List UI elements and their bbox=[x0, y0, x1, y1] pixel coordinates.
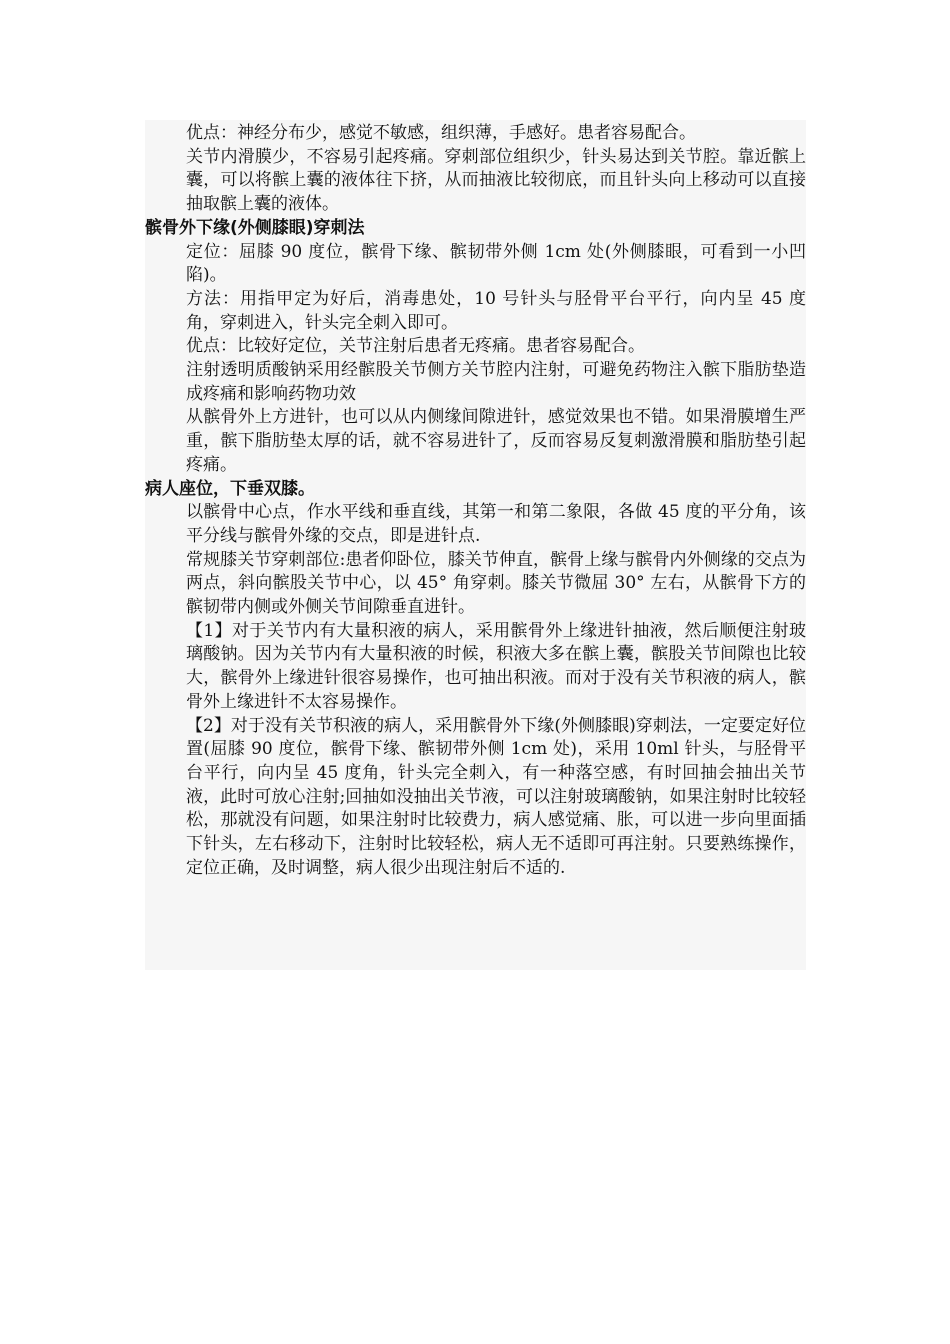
body-paragraph: 关节内滑膜少，不容易引起疼痛。穿刺部位组织少，针头易达到关节腔。靠近髌上囊，可以将髌上囊的液体往下挤，从而抽液比较彻底，而且针头向上移动可以直接抽取髌上囊的液体。 bbox=[186, 146, 806, 215]
body-paragraph: 方法：用指甲定为好后，消毒患处，10 号针头与胫骨平台平行，向内呈 45 度角，穿刺进入，针头完全刺入即可。 bbox=[186, 288, 806, 333]
body-paragraph: 以髌骨中心点，作水平线和垂直线，其第一和第二象限，各做 45 度的平分角，该平分线与髌骨外缘的交点，即是进针点. bbox=[186, 502, 806, 546]
body-paragraph: 常规膝关节穿刺部位:患者仰卧位，膝关节伸直，髌骨上缘与髌骨内外侧缘的交点为两点，斜向髌股关节中心，以 45° 角穿刺。膝关节微屈 30° 左右，从髌骨下方的髌韧带内侧或外侧关节间隙垂直进针。 bbox=[186, 549, 806, 618]
body-paragraph: 定位：屈膝 90 度位，髌骨下缘、髌韧带外侧 1cm 处(外侧膝眼，可看到一小凹陷)。 bbox=[186, 241, 806, 286]
body-paragraph: 注射透明质酸钠采用经髌股关节侧方关节腔内注射，可避免药物注入髌下脂肪垫造成疼痛和影响药物功效 bbox=[186, 360, 806, 404]
body-paragraph: 从髌骨外上方进针，也可以从内侧缘间隙进针，感觉效果也不错。如果滑膜增生严重，髌下脂肪垫太厚的话，就不容易进针了，反而容易反复刺激滑膜和脂肪垫引起疼痛。 bbox=[186, 407, 806, 475]
section-heading: 髌骨外下缘(外侧膝眼)穿刺法 bbox=[145, 217, 365, 238]
body-paragraph: 优点：比较好定位，关节注射后患者无疼痛。患者容易配合。 bbox=[186, 336, 645, 357]
body-paragraph: 【2】对于没有关节积液的病人，采用髌骨外下缘(外侧膝眼)穿刺法，一定要定好位置(屈膝 90 度位，髌骨下缘、髌韧带外侧 1cm 处)，采用 10ml 针头，与胫骨平台平行，向内呈 45 度角，针头完全刺入，有一种落空感，有时回抽会抽出关节液，此时可放心注射;回抽如没抽出关节液，可以注射玻璃酸钠，如果注射时比较轻松，那就没有问题，如果注射时比较费力，病人感觉痛、胀，可以进一步向里面插下针头，左右移动下，注射时比较轻松，病人无不适即可再注射。只要熟练操作，定位正确，及时调整，病人很少出现注射后不适的. bbox=[186, 715, 806, 878]
body-paragraph: 优点：神经分布少，感觉不敏感，组织薄，手感好。患者容易配合。 bbox=[186, 123, 696, 143]
body-paragraph: 【1】对于关节内有大量积液的病人，采用髌骨外上缘进针抽液，然后顺便注射玻璃酸钠。因为关节内有大量积液的时候，积液大多在髌上囊，髌股关节间隙也比较大，髌骨外上缘进针很容易操作，也可抽出积液。而对于没有关节积液的病人，髌骨外上缘进针不太容易操作。 bbox=[186, 620, 806, 712]
document-body bbox=[145, 122, 806, 881]
section-heading: 病人座位，下垂双膝。 bbox=[145, 478, 315, 499]
